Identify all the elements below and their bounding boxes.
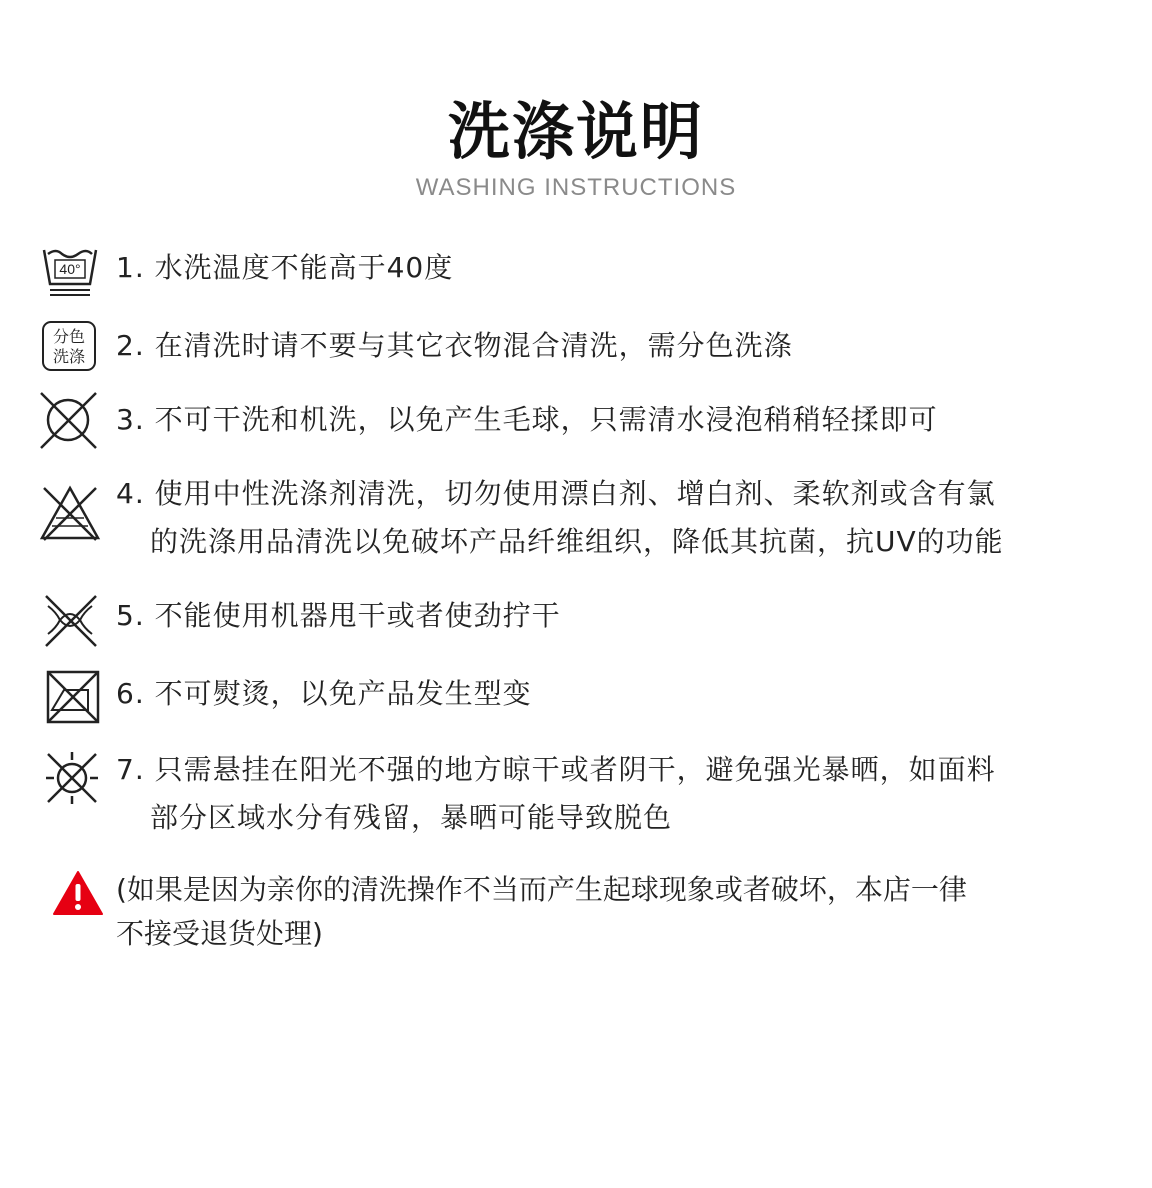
wash-40-label: 40° xyxy=(59,261,81,277)
instruction-text: 6. 不可熨烫，以免产品发生型变 xyxy=(116,677,532,710)
instruction-text xyxy=(116,746,996,842)
instruction-line: 的洗涤用品清洗以免破坏产品纤维组织，降低其抗菌，抗UV的功能 xyxy=(150,525,1004,558)
notice-line: (如果是因为亲你的清洗操作不当而产生起球现象或者破坏，本店一律 xyxy=(116,873,967,906)
no-wring-icon xyxy=(38,588,102,652)
no-tumble-dry-icon xyxy=(38,666,102,730)
instruction-text: 3. 不可干洗和机洗，以免产生毛球，只需清水浸泡稍稍轻揉即可 xyxy=(116,403,938,436)
warning-icon xyxy=(52,870,104,916)
no-bleach-icon xyxy=(38,482,102,546)
no-dry-clean-icon xyxy=(38,390,102,454)
wash-40-icon xyxy=(38,242,102,306)
notice-text xyxy=(116,868,967,956)
page-title: 洗涤说明 xyxy=(447,95,704,168)
instruction-line: 4. 使用中性洗涤剂清洗，切勿使用漂白剂、增白剂、柔软剂或含有氯 xyxy=(116,477,996,510)
instruction-text: 2. 在清洗时请不要与其它衣物混合清洗，需分色洗涤 xyxy=(116,329,793,362)
instruction-line: 7. 只需悬挂在阳光不强的地方晾干或者阴干，避免强光暴晒，如面料 xyxy=(116,753,996,786)
separate-label-top: 分色 xyxy=(52,327,86,346)
instruction-text xyxy=(116,470,1004,566)
instruction-line: 部分区域水分有残留，暴晒可能导致脱色 xyxy=(150,801,673,834)
instruction-text: 1. 水洗温度不能高于40度 xyxy=(116,251,454,284)
shade-dry-icon xyxy=(38,748,102,812)
wash-separately-icon xyxy=(38,318,102,382)
instruction-text: 5. 不能使用机器甩干或者使劲拧干 xyxy=(116,599,561,632)
page-subtitle: WASHING INSTRUCTIONS xyxy=(415,174,737,201)
notice-line: 不接受退货处理) xyxy=(116,917,323,950)
separate-label-bottom: 洗涤 xyxy=(52,347,86,366)
